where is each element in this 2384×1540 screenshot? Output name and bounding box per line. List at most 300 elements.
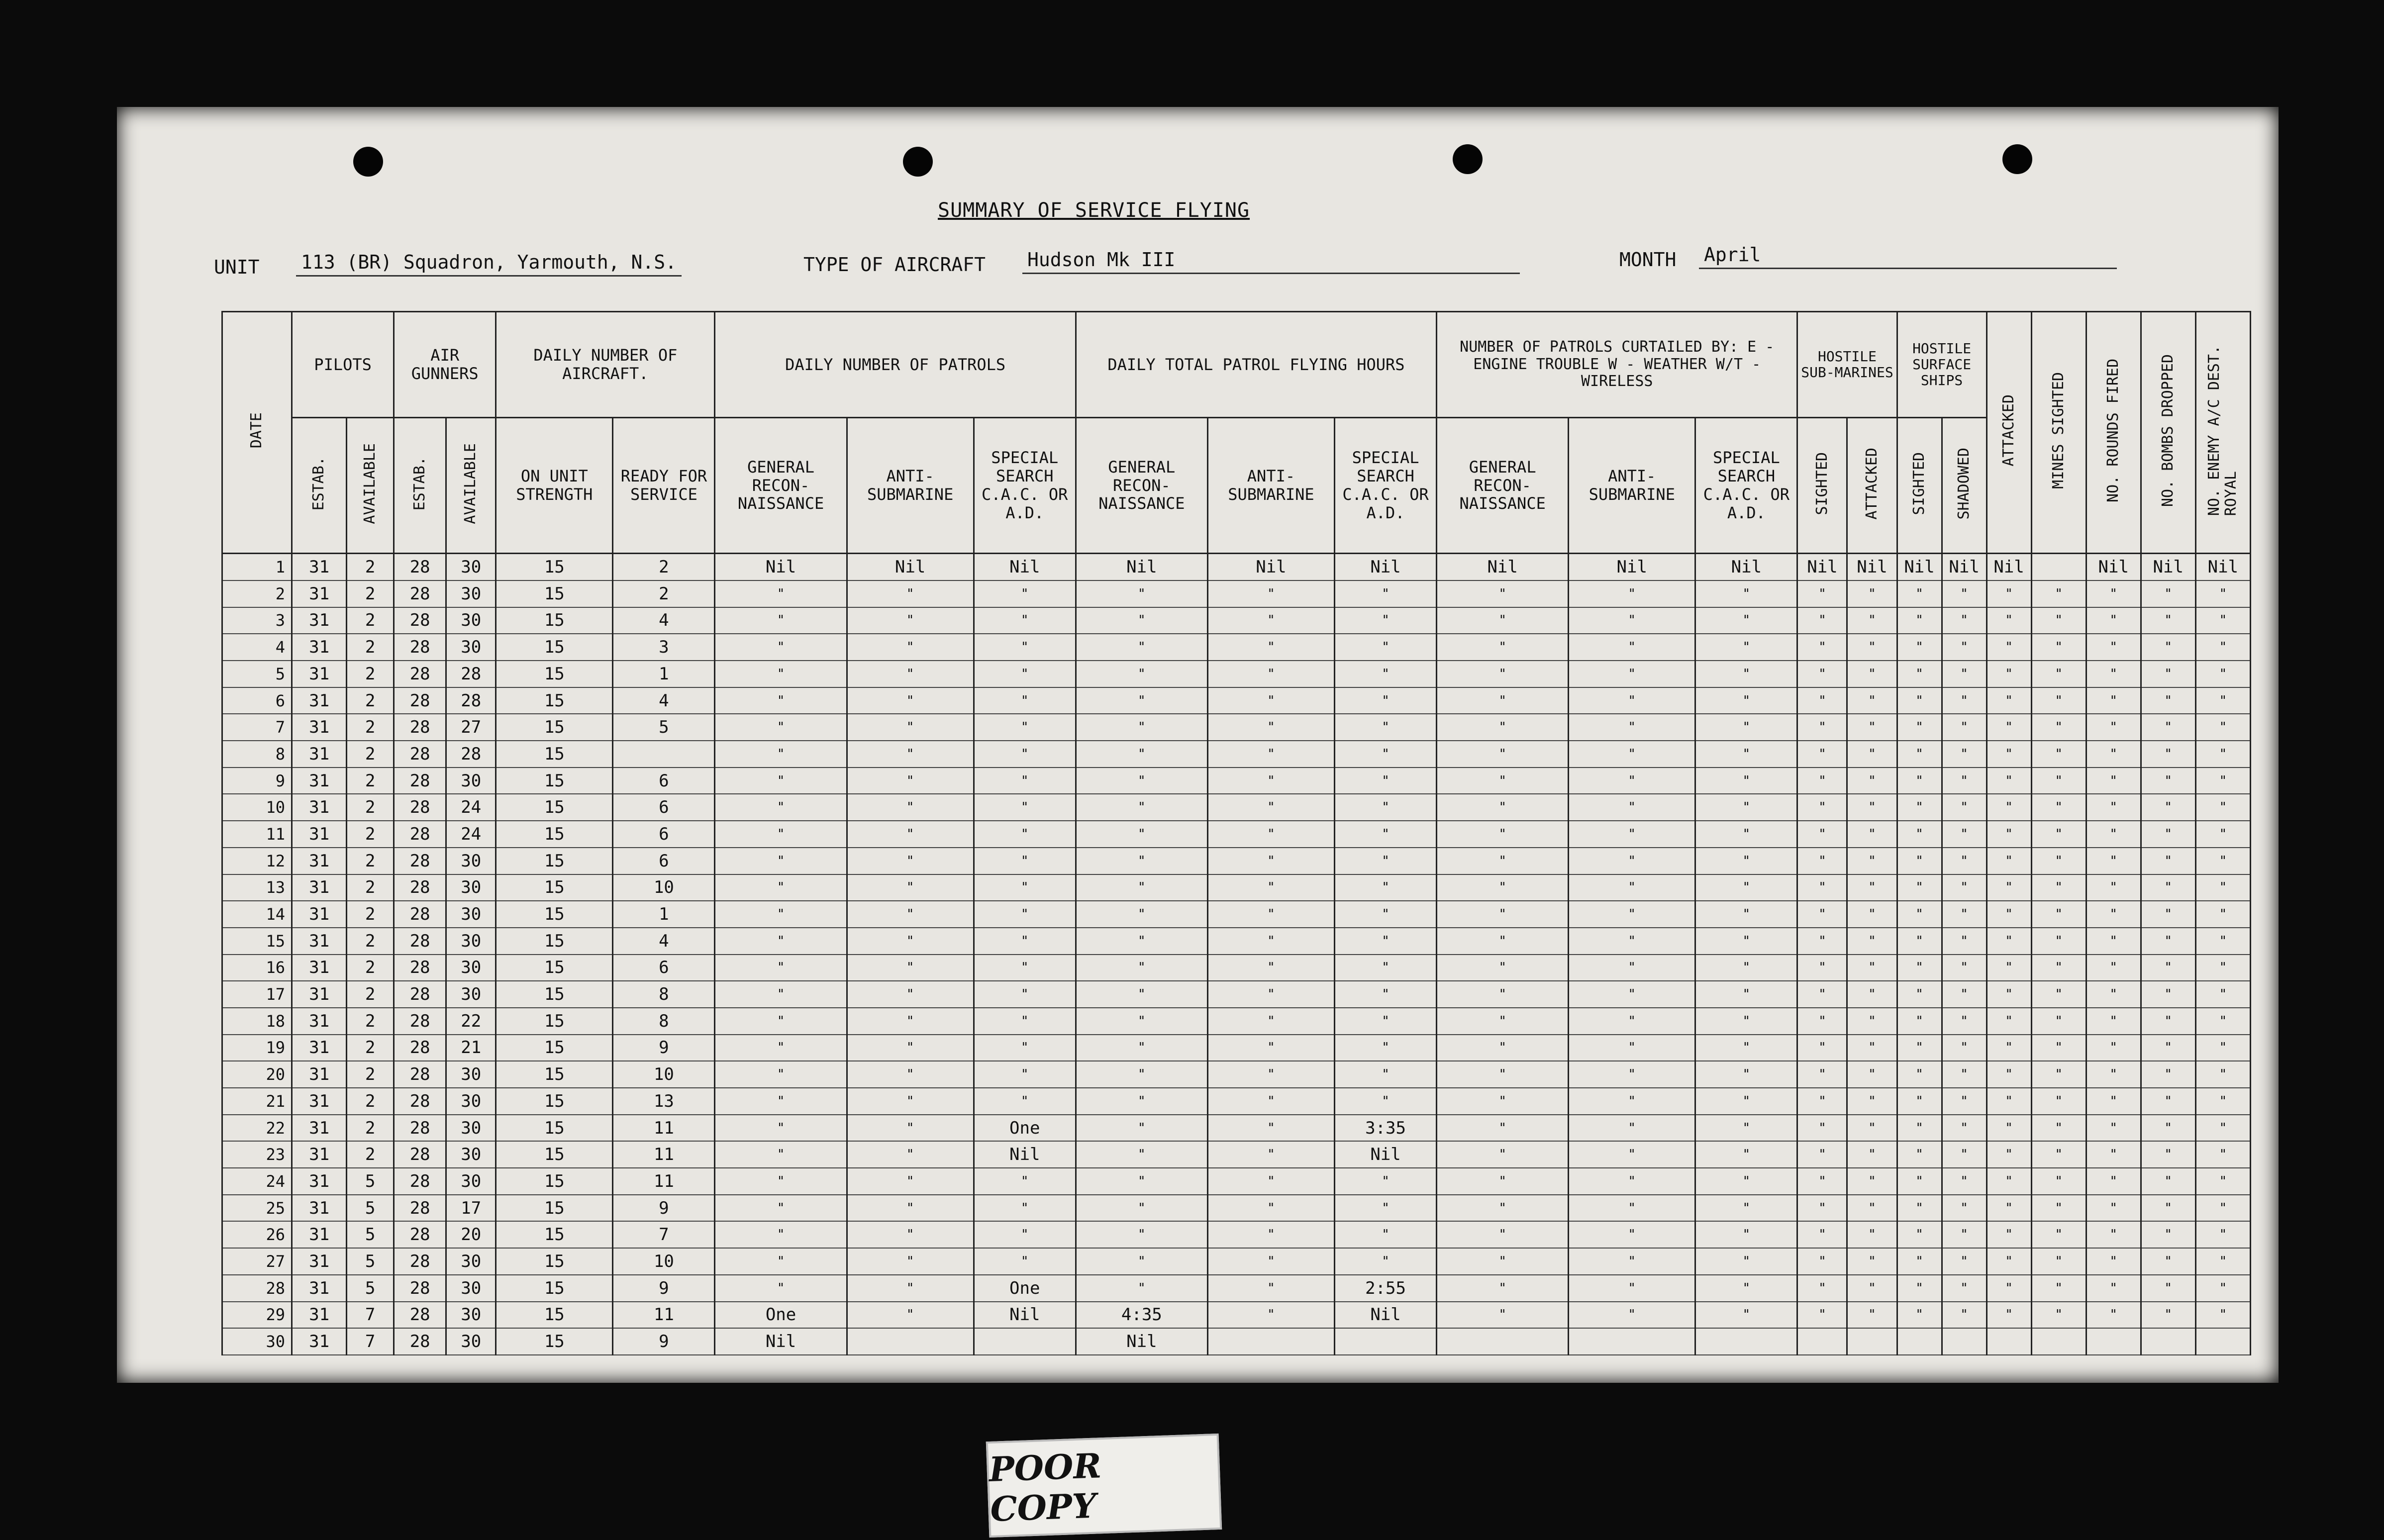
royal-label: ROYAL [2222, 471, 2240, 516]
cell-x2 [1847, 1328, 1897, 1355]
cell-x7: " [2086, 848, 2141, 874]
cell-ga: 30 [446, 768, 496, 794]
cell-x5: " [1987, 874, 2031, 901]
cell-s: " [974, 607, 1076, 634]
cell-pe: 31 [292, 1248, 347, 1275]
cell-ga: 30 [446, 1302, 496, 1329]
cell-x9: " [2195, 1115, 2250, 1142]
cell-a: " [847, 741, 974, 768]
cell-ha: " [1207, 1088, 1334, 1115]
cell-on: 15 [496, 901, 613, 928]
cell-x3: " [1897, 714, 1942, 741]
cell-pa: 5 [347, 1168, 394, 1195]
cell-rd: 9 [613, 1195, 715, 1222]
cell-s: " [974, 768, 1076, 794]
cell-on: 15 [496, 607, 613, 634]
cell-x8: " [2141, 821, 2195, 848]
cell-x2: " [1847, 928, 1897, 955]
cell-x1: " [1797, 714, 1847, 741]
cell-x5: " [1987, 821, 2031, 848]
cell-s: One [974, 1275, 1076, 1302]
cell-ca: " [1569, 768, 1695, 794]
cell-rd: 6 [613, 768, 715, 794]
cell-x1: " [1797, 1195, 1847, 1222]
cell-x8: " [2141, 1061, 2195, 1088]
cell-s: " [974, 794, 1076, 821]
cell-pa: 5 [347, 1221, 394, 1248]
cell-ca: " [1569, 634, 1695, 661]
cell-s: " [974, 955, 1076, 981]
cell-ca: " [1569, 687, 1695, 714]
cell-cs: " [1695, 901, 1797, 928]
cell-x9: " [2195, 1302, 2250, 1329]
enemy-destroyed-header: NO. ENEMY A/C DEST.ROYAL [2195, 312, 2250, 554]
cell-x2: " [1847, 794, 1897, 821]
cell-x4: " [1942, 1302, 1987, 1329]
cell-on: 15 [496, 1248, 613, 1275]
on-unit-strength-header: ON UNIT STRENGTH [496, 418, 613, 554]
cell-s: Nil [974, 1141, 1076, 1168]
cell-hs: " [1335, 661, 1437, 687]
cell-x9 [2195, 1328, 2250, 1355]
cell-x4: " [1942, 928, 1987, 955]
cell-rd: 2 [613, 580, 715, 607]
cell-x4: " [1942, 794, 1987, 821]
cell-x4: " [1942, 1088, 1987, 1115]
cell-x3: " [1897, 1275, 1942, 1302]
cell-ha: " [1207, 1115, 1334, 1142]
cell-ge: 28 [394, 1008, 446, 1035]
cell-x5: " [1987, 1115, 2031, 1142]
cell-x1: " [1797, 1221, 1847, 1248]
cell-s: " [974, 1195, 1076, 1222]
cell-d: 17 [222, 981, 292, 1008]
cell-pa: 2 [347, 874, 394, 901]
cell-hg: Nil [1076, 1328, 1207, 1355]
cell-x7: " [2086, 607, 2141, 634]
cell-ha: " [1207, 1302, 1334, 1329]
cell-hs: " [1335, 607, 1437, 634]
cell-pa: 2 [347, 741, 394, 768]
cell-a: " [847, 794, 974, 821]
cell-on: 15 [496, 1141, 613, 1168]
cell-a: " [847, 955, 974, 981]
cell-cs: " [1695, 1248, 1797, 1275]
cell-ca: " [1569, 1088, 1695, 1115]
cell-x7: " [2086, 1008, 2141, 1035]
cell-x5: " [1987, 1302, 2031, 1329]
cell-pa: 5 [347, 1248, 394, 1275]
cell-g: " [715, 955, 847, 981]
cell-cg [1437, 1328, 1569, 1355]
cell-on: 15 [496, 794, 613, 821]
cell-x4: " [1942, 901, 1987, 928]
cell-hs: Nil [1335, 554, 1437, 580]
cell-ge: 28 [394, 901, 446, 928]
unit-label: UNIT [214, 256, 260, 278]
cell-x1: " [1797, 955, 1847, 981]
cell-hg: " [1076, 1221, 1207, 1248]
cell-cg: " [1437, 928, 1569, 955]
cell-x8: " [2141, 1168, 2195, 1195]
cell-x2: " [1847, 714, 1897, 741]
cell-ga: 30 [446, 901, 496, 928]
cell-x1: " [1797, 1275, 1847, 1302]
cell-x5: " [1987, 848, 2031, 874]
cell-ha: Nil [1207, 554, 1334, 580]
cell-d: 25 [222, 1195, 292, 1222]
cell-ga: 28 [446, 661, 496, 687]
cell-x7: " [2086, 1248, 2141, 1275]
cell-d: 18 [222, 1008, 292, 1035]
punch-hole [1453, 144, 1483, 174]
cell-x6: " [2031, 1035, 2086, 1061]
cell-x1: " [1797, 848, 1847, 874]
cell-hg: " [1076, 661, 1207, 687]
cell-on: 15 [496, 1328, 613, 1355]
cell-x5: " [1987, 1168, 2031, 1195]
cell-pe: 31 [292, 1275, 347, 1302]
table-row [222, 1275, 2251, 1302]
cell-x9: " [2195, 1275, 2250, 1302]
cell-x2: " [1847, 661, 1897, 687]
cell-x3: " [1897, 741, 1942, 768]
cell-on: 15 [496, 1168, 613, 1195]
cell-x3: " [1897, 580, 1942, 607]
cell-rd: 5 [613, 714, 715, 741]
cell-ha: " [1207, 1035, 1334, 1061]
cell-x5: " [1987, 1035, 2031, 1061]
cell-g: " [715, 634, 847, 661]
cell-x6: " [2031, 1248, 2086, 1275]
cell-hs: " [1335, 981, 1437, 1008]
cell-hg: " [1076, 821, 1207, 848]
cell-on: 15 [496, 661, 613, 687]
cell-x2: " [1847, 1248, 1897, 1275]
cell-hg: " [1076, 981, 1207, 1008]
cell-rd: 11 [613, 1115, 715, 1142]
cell-pe: 31 [292, 768, 347, 794]
cell-x9: " [2195, 634, 2250, 661]
cell-x1: " [1797, 661, 1847, 687]
cell-on: 15 [496, 554, 613, 580]
cell-pa: 2 [347, 1141, 394, 1168]
cell-x7: " [2086, 661, 2141, 687]
cell-a: " [847, 1221, 974, 1248]
cell-x8: " [2141, 901, 2195, 928]
cell-ga: 30 [446, 981, 496, 1008]
cell-x2: " [1847, 1035, 1897, 1061]
cell-x4: " [1942, 1035, 1987, 1061]
cell-x5: " [1987, 1141, 2031, 1168]
table-row [222, 1141, 2251, 1168]
cell-x8: " [2141, 1035, 2195, 1061]
cell-x8: " [2141, 1141, 2195, 1168]
cell-ga: 30 [446, 955, 496, 981]
cell-ga: 30 [446, 874, 496, 901]
cell-hs: " [1335, 901, 1437, 928]
cell-pa: 2 [347, 554, 394, 580]
cell-x5: " [1987, 1275, 2031, 1302]
cell-x7: " [2086, 768, 2141, 794]
cell-hg: " [1076, 1248, 1207, 1275]
cell-s: " [974, 981, 1076, 1008]
cell-a: " [847, 874, 974, 901]
cell-hg: " [1076, 768, 1207, 794]
cell-hs: " [1335, 634, 1437, 661]
cell-ga: 24 [446, 821, 496, 848]
cell-rd: 6 [613, 821, 715, 848]
cell-x4: " [1942, 874, 1987, 901]
table-row [222, 554, 2251, 580]
cell-x2: " [1847, 821, 1897, 848]
cell-pa: 7 [347, 1328, 394, 1355]
table-row [222, 848, 2251, 874]
cell-x6: " [2031, 714, 2086, 741]
cell-hs: " [1335, 1008, 1437, 1035]
cell-x2: " [1847, 1061, 1897, 1088]
cell-x8: " [2141, 1088, 2195, 1115]
cell-rd: 13 [613, 1088, 715, 1115]
cell-x9: " [2195, 928, 2250, 955]
cell-x6: " [2031, 848, 2086, 874]
cell-ca: " [1569, 928, 1695, 955]
cell-a: Nil [847, 554, 974, 580]
cell-g: " [715, 1168, 847, 1195]
cell-d: 29 [222, 1302, 292, 1329]
table-row [222, 1008, 2251, 1035]
cell-g: One [715, 1302, 847, 1329]
cell-d: 28 [222, 1275, 292, 1302]
cell-x5: " [1987, 1221, 2031, 1248]
cell-hg: 4:35 [1076, 1302, 1207, 1329]
cell-d: 14 [222, 901, 292, 928]
cell-g: " [715, 981, 847, 1008]
cell-pe: 31 [292, 554, 347, 580]
cell-ga: 28 [446, 741, 496, 768]
cell-x3: " [1897, 1115, 1942, 1142]
cell-ge: 28 [394, 1115, 446, 1142]
cell-cs: " [1695, 634, 1797, 661]
cell-x6: " [2031, 1168, 2086, 1195]
cell-cg: " [1437, 1221, 1569, 1248]
cell-rd: 9 [613, 1035, 715, 1061]
cell-pe: 31 [292, 794, 347, 821]
table-row [222, 661, 2251, 687]
cell-cs: " [1695, 794, 1797, 821]
cell-on: 15 [496, 821, 613, 848]
cell-g: Nil [715, 554, 847, 580]
curtailed-general-header: GENERAL RECON-NAISSANCE [1437, 418, 1569, 554]
cell-cg: " [1437, 981, 1569, 1008]
cell-hs: 2:55 [1335, 1275, 1437, 1302]
cell-x1: " [1797, 1302, 1847, 1329]
cell-ha: " [1207, 768, 1334, 794]
cell-a: " [847, 580, 974, 607]
cell-pe: 31 [292, 848, 347, 874]
cell-on: 15 [496, 1061, 613, 1088]
cell-d: 10 [222, 794, 292, 821]
attacked-header: ATTACKED [1987, 312, 2031, 554]
cell-ca: " [1569, 901, 1695, 928]
patrols-special-header: SPECIAL SEARCH C.A.C. OR A.D. [974, 418, 1076, 554]
cell-ca: " [1569, 1275, 1695, 1302]
cell-x1: " [1797, 580, 1847, 607]
cell-ha: " [1207, 874, 1334, 901]
ready-for-service-header: READY FOR SERVICE [613, 418, 715, 554]
cell-pe: 31 [292, 955, 347, 981]
cell-d: 12 [222, 848, 292, 874]
cell-x9: " [2195, 1221, 2250, 1248]
cell-pe: 31 [292, 607, 347, 634]
cell-a: " [847, 1115, 974, 1142]
cell-x7: " [2086, 1302, 2141, 1329]
cell-on: 15 [496, 1275, 613, 1302]
month-value: April [1699, 244, 2117, 269]
rounds-fired-header: NO. ROUNDS FIRED [2086, 312, 2141, 554]
cell-pe: 31 [292, 874, 347, 901]
cell-x9: " [2195, 1168, 2250, 1195]
cell-x4: " [1942, 768, 1987, 794]
cell-ha: " [1207, 1061, 1334, 1088]
cell-x2: Nil [1847, 554, 1897, 580]
table-row [222, 607, 2251, 634]
cell-ge: 28 [394, 1328, 446, 1355]
cell-cg: " [1437, 955, 1569, 981]
cell-x3: " [1897, 874, 1942, 901]
cell-s: " [974, 1221, 1076, 1248]
cell-s: " [974, 821, 1076, 848]
cell-cs: " [1695, 1008, 1797, 1035]
cell-cg: " [1437, 1275, 1569, 1302]
cell-on: 15 [496, 955, 613, 981]
cell-g: Nil [715, 1328, 847, 1355]
cell-ha: " [1207, 1008, 1334, 1035]
cell-d: 20 [222, 1061, 292, 1088]
cell-a: " [847, 1275, 974, 1302]
cell-g: " [715, 607, 847, 634]
cell-ge: 28 [394, 1168, 446, 1195]
cell-a: " [847, 768, 974, 794]
cell-x9: " [2195, 821, 2250, 848]
cell-x3: " [1897, 634, 1942, 661]
cell-x6: " [2031, 1302, 2086, 1329]
cell-ca: " [1569, 1248, 1695, 1275]
cell-x6: " [2031, 1061, 2086, 1088]
table-row [222, 768, 2251, 794]
cell-rd: 11 [613, 1168, 715, 1195]
cell-s: " [974, 1035, 1076, 1061]
table-row [222, 1035, 2251, 1061]
cell-x3: " [1897, 1302, 1942, 1329]
cell-cs: " [1695, 1221, 1797, 1248]
poor-copy-stamp: POOR COPY [986, 1434, 1222, 1538]
cell-x8: " [2141, 768, 2195, 794]
cell-x9: " [2195, 661, 2250, 687]
cell-ga: 30 [446, 580, 496, 607]
cell-hs [1335, 1328, 1437, 1355]
cell-ha: " [1207, 714, 1334, 741]
cell-on: 15 [496, 1195, 613, 1222]
gunners-available-header: AVAILABLE [446, 418, 496, 554]
cell-x8: " [2141, 661, 2195, 687]
cell-a: " [847, 821, 974, 848]
cell-x1: " [1797, 981, 1847, 1008]
cell-x3: " [1897, 607, 1942, 634]
cell-ha: " [1207, 661, 1334, 687]
cell-x1: " [1797, 1168, 1847, 1195]
cell-x4: " [1942, 580, 1987, 607]
cell-ga: 30 [446, 1168, 496, 1195]
cell-g: " [715, 661, 847, 687]
cell-pa: 2 [347, 1088, 394, 1115]
cell-x7: " [2086, 634, 2141, 661]
cell-cs: " [1695, 981, 1797, 1008]
cell-x7: " [2086, 580, 2141, 607]
cell-x6: " [2031, 1008, 2086, 1035]
cell-x8: " [2141, 928, 2195, 955]
mines-sighted-header: MINES SIGHTED [2031, 312, 2086, 554]
cell-x1: " [1797, 928, 1847, 955]
cell-pe: 31 [292, 901, 347, 928]
cell-s: One [974, 1115, 1076, 1142]
cell-pa: 2 [347, 1008, 394, 1035]
cell-cs: Nil [1695, 554, 1797, 580]
cell-cg: " [1437, 1302, 1569, 1329]
cell-x9: " [2195, 1088, 2250, 1115]
cell-a: " [847, 634, 974, 661]
cell-x2: " [1847, 1195, 1897, 1222]
cell-d: 7 [222, 714, 292, 741]
cell-ge: 28 [394, 687, 446, 714]
cell-x7: " [2086, 955, 2141, 981]
cell-x7: " [2086, 714, 2141, 741]
cell-ha: " [1207, 955, 1334, 981]
cell-x8: " [2141, 607, 2195, 634]
cell-ha: " [1207, 901, 1334, 928]
cell-hg: " [1076, 607, 1207, 634]
cell-x9: " [2195, 981, 2250, 1008]
cell-x3: " [1897, 955, 1942, 981]
cell-ca: " [1569, 1168, 1695, 1195]
cell-x5: " [1987, 768, 2031, 794]
cell-x7: " [2086, 1275, 2141, 1302]
cell-x1: " [1797, 1061, 1847, 1088]
table-row [222, 955, 2251, 981]
cell-ca: " [1569, 981, 1695, 1008]
cell-hs: " [1335, 928, 1437, 955]
cell-pe: 31 [292, 1302, 347, 1329]
cell-d: 27 [222, 1248, 292, 1275]
cell-cs: " [1695, 928, 1797, 955]
date-header: DATE [222, 312, 292, 554]
cell-on: 15 [496, 1035, 613, 1061]
cell-pa: 2 [347, 955, 394, 981]
cell-pe: 31 [292, 1141, 347, 1168]
cell-s: " [974, 634, 1076, 661]
cell-cg: " [1437, 874, 1569, 901]
cell-ga: 30 [446, 1328, 496, 1355]
table-row [222, 687, 2251, 714]
cell-hg: " [1076, 955, 1207, 981]
cell-d: 6 [222, 687, 292, 714]
cell-a: " [847, 848, 974, 874]
cell-x8: " [2141, 1115, 2195, 1142]
cell-cs: " [1695, 1088, 1797, 1115]
cell-d: 23 [222, 1141, 292, 1168]
cell-x9: " [2195, 607, 2250, 634]
cell-pe: 31 [292, 1115, 347, 1142]
